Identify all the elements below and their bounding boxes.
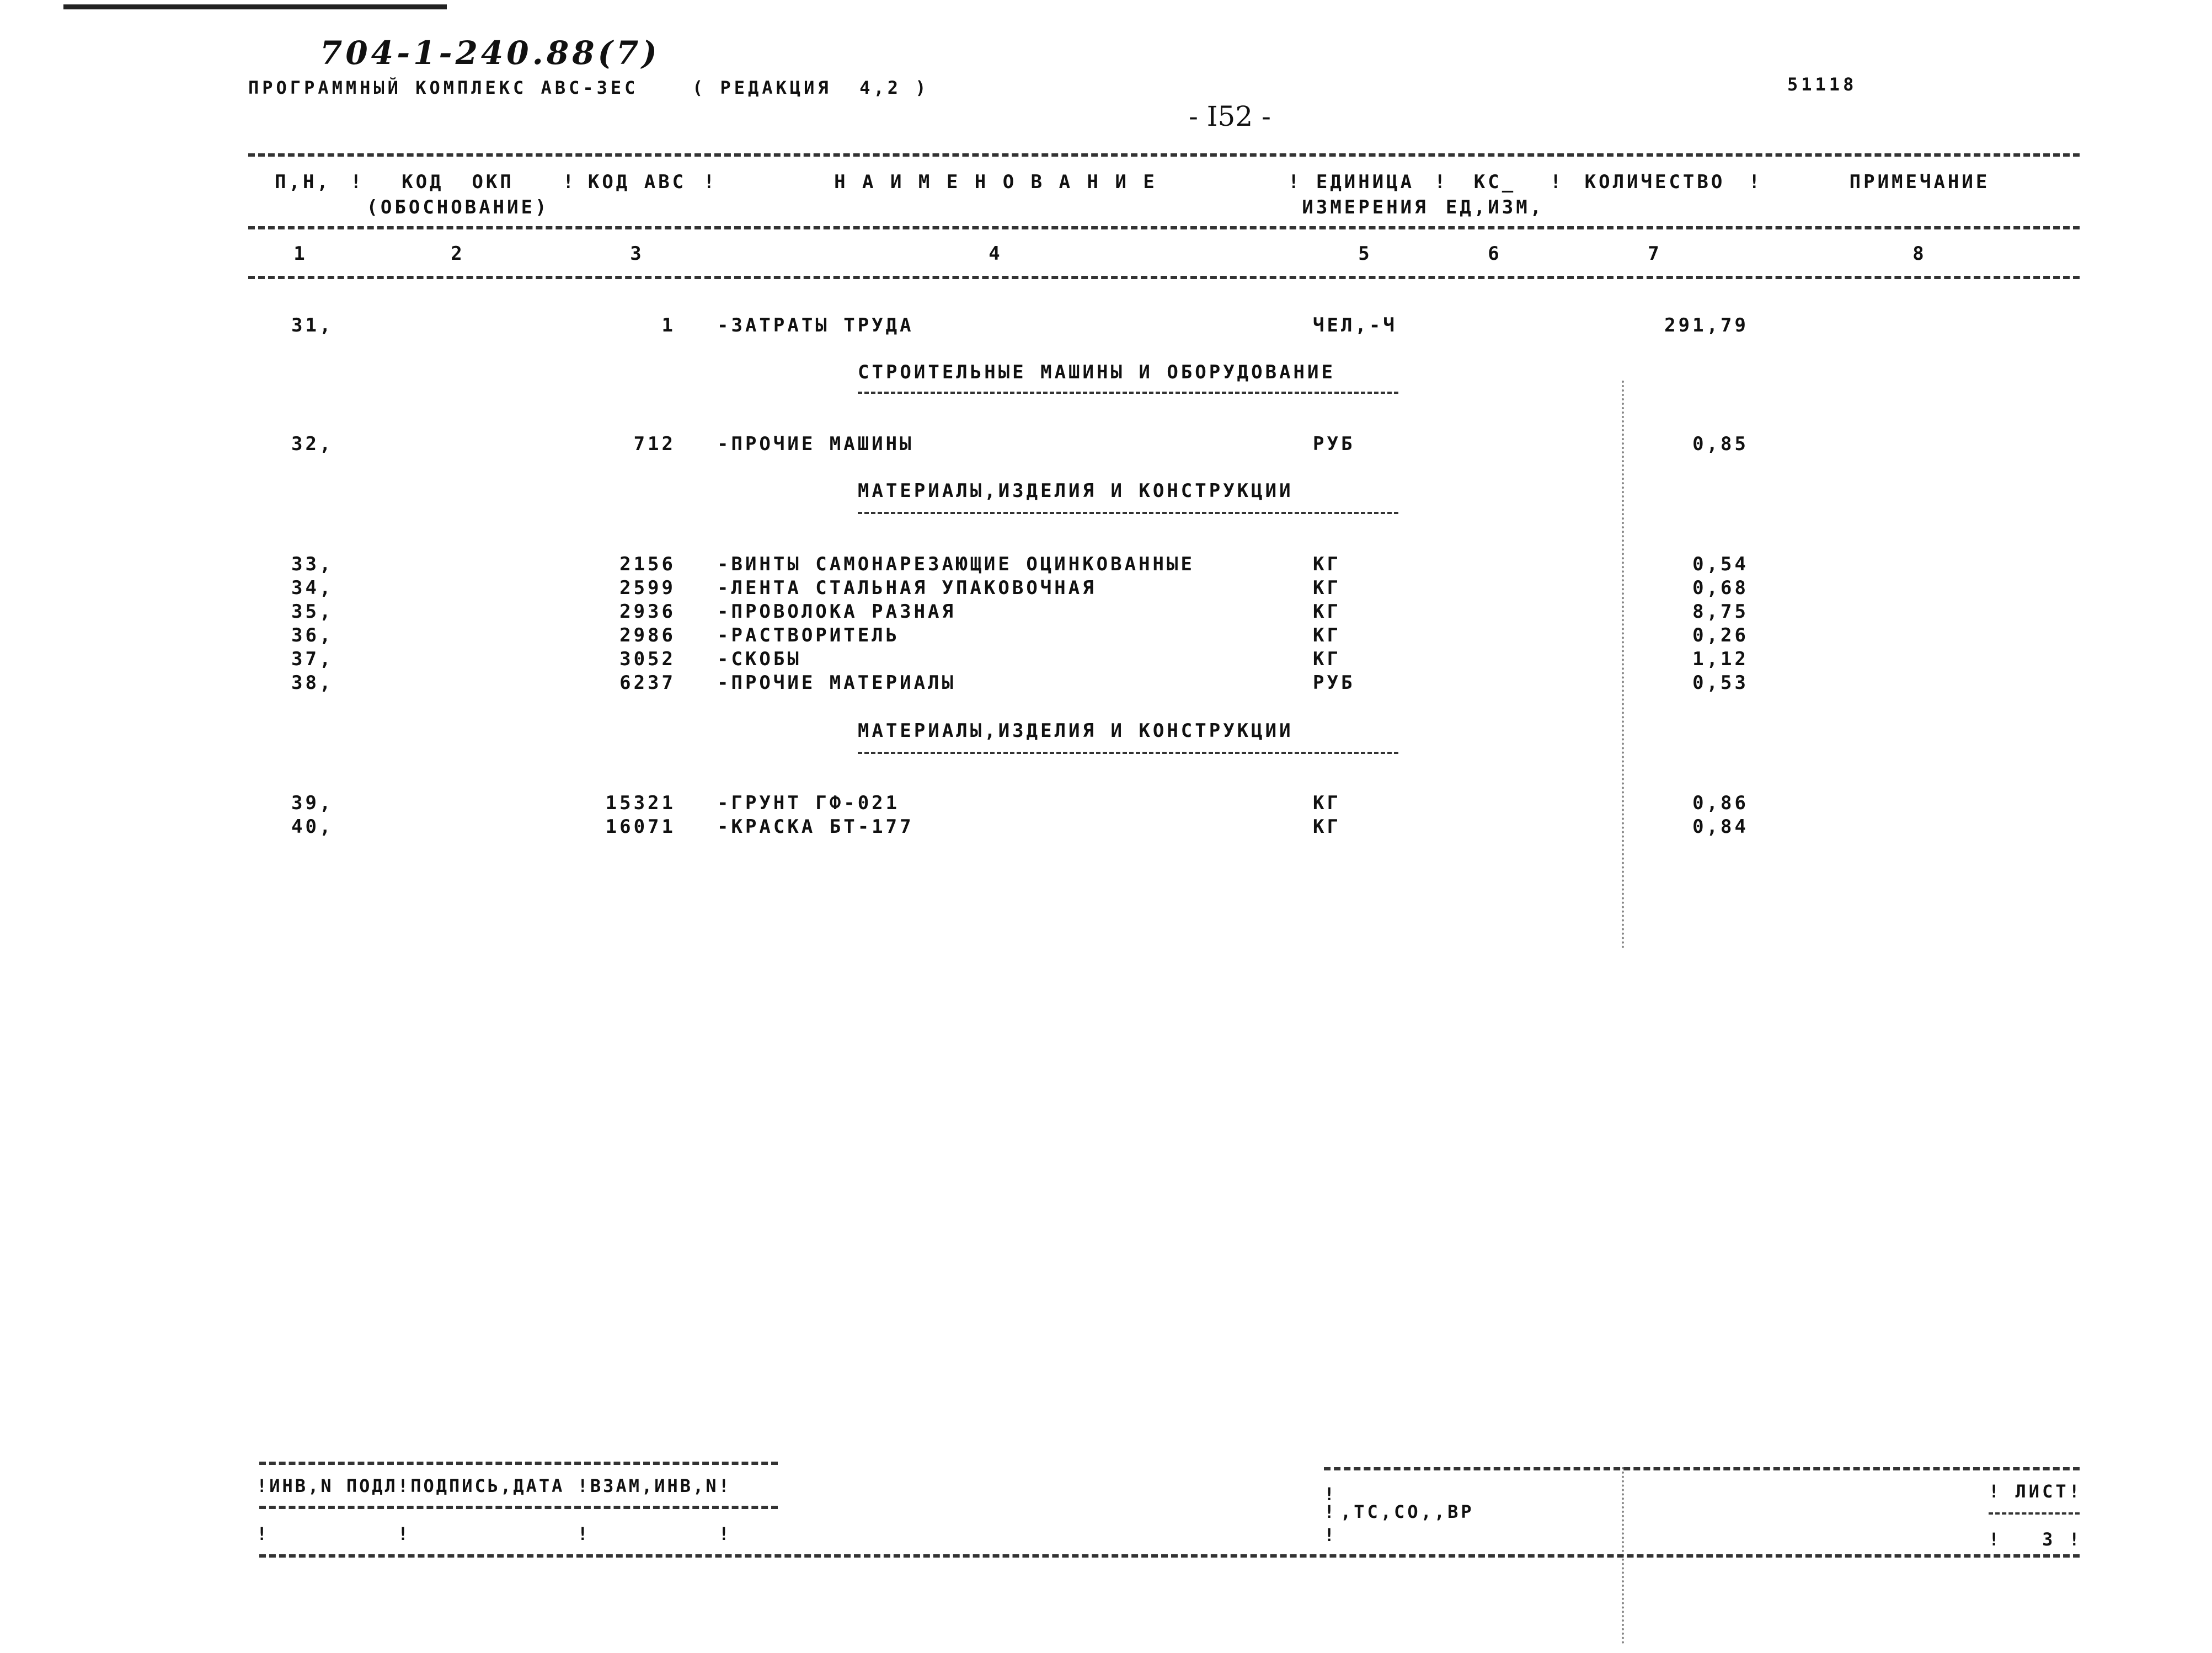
row-name: -ПРОЧИЕ МАТЕРИАЛЫ xyxy=(717,672,956,694)
row-unit: КГ xyxy=(1313,553,1341,575)
section-heading-materials: МАТЕРИАЛЫ,ИЗДЕЛИЯ И КОНСТРУКЦИИ xyxy=(858,720,1294,742)
section-heading-machines: СТРОИТЕЛЬНЫЕ МАШИНЫ И ОБОРУДОВАНИЕ xyxy=(858,361,1335,383)
col-number: 6 xyxy=(1488,243,1502,265)
row-unit: КГ xyxy=(1313,577,1341,599)
header-rule-bottom xyxy=(248,276,2080,279)
row-number: 39, xyxy=(291,792,334,814)
stamp-top-rule xyxy=(259,1462,778,1465)
col-number: 1 xyxy=(293,243,308,265)
scan-edge-line xyxy=(63,4,447,9)
section-underline xyxy=(858,752,1398,754)
titleblock-bar: ! xyxy=(1324,1484,1338,1505)
row-code: 2156 xyxy=(619,553,676,575)
row-unit: РУБ xyxy=(1313,672,1355,694)
col-header-quantity: КОЛИЧЕСТВО xyxy=(1584,171,1725,193)
row-quantity: 0,26 xyxy=(1692,624,1749,646)
row-quantity: 0,53 xyxy=(1692,672,1749,694)
col-number: 4 xyxy=(989,243,1003,265)
col-header-avs: КОД АВС xyxy=(587,171,687,193)
row-number: 36, xyxy=(291,624,334,646)
row-number: 37, xyxy=(291,648,334,670)
col-header-unit-line2: ИЗМЕРЕНИЯ xyxy=(1302,196,1429,218)
col-header-ks: КС_ xyxy=(1473,171,1516,193)
section-heading-materials: МАТЕРИАЛЫ,ИЗДЕЛИЯ И КОНСТРУКЦИИ xyxy=(858,480,1294,502)
row-number: 31, xyxy=(291,314,334,336)
row-code: 3052 xyxy=(619,648,676,670)
header-separators: ! xyxy=(563,171,577,193)
col-number: 2 xyxy=(451,243,465,265)
col-number: 8 xyxy=(1912,243,1927,265)
row-name: -ПРОЧИЕ МАШИНЫ xyxy=(717,433,914,455)
header-separators: ! xyxy=(1288,171,1302,193)
program-title: ПРОГРАММНЫЙ КОМПЛЕКС АВС-3ЕС xyxy=(248,77,639,98)
row-code: 1 xyxy=(661,314,676,336)
titleblock-top-rule xyxy=(1324,1467,2080,1470)
sheet-number: 3 xyxy=(2042,1529,2056,1550)
header-rule-mid xyxy=(248,226,2080,229)
col-header-ks-unit: ЕД,ИЗМ, xyxy=(1445,196,1545,218)
stamp-cells: ! ! ! ! xyxy=(257,1523,731,1544)
col-header-pn: П,Н, xyxy=(275,171,331,193)
document-number: 51118 xyxy=(1787,74,1857,95)
row-name: -КРАСКА БТ-177 xyxy=(717,816,914,838)
row-name: -ВИНТЫ САМОНАРЕЗАЮЩИЕ ОЦИНКОВАННЫЕ xyxy=(717,553,1195,575)
row-number: 35, xyxy=(291,601,334,623)
row-number: 32, xyxy=(291,433,334,455)
col-number: 3 xyxy=(630,243,644,265)
row-name: -ЛЕНТА СТАЛЬНАЯ УПАКОВОЧНАЯ xyxy=(717,577,1097,599)
stamp-mid-rule xyxy=(259,1506,778,1509)
edition-label: ( РЕДАКЦИЯ 4,2 ) xyxy=(692,77,929,98)
row-code: 2986 xyxy=(619,624,676,646)
row-code: 15321 xyxy=(605,792,676,814)
row-unit: КГ xyxy=(1313,816,1341,838)
col-header-name: Н А И М Е Н О В А Н И Е xyxy=(834,171,1157,193)
handwritten-drawing-code: 704-1-240.88(7) xyxy=(320,34,660,72)
header-separators: ! xyxy=(350,171,365,193)
row-code: 712 xyxy=(633,433,676,455)
row-unit: КГ xyxy=(1313,648,1341,670)
row-unit: КГ xyxy=(1313,624,1341,646)
row-name: -ГРУНТ ГФ-021 xyxy=(717,792,900,814)
scan-guide-line xyxy=(1622,381,1624,949)
row-code: 16071 xyxy=(605,816,676,838)
row-name: -ЗАТРАТЫ ТРУДА xyxy=(717,314,914,336)
sheet-label-text: ЛИСТ xyxy=(2015,1481,2069,1502)
sheet-number-cell: ! 3 ! xyxy=(1989,1529,2082,1550)
row-name: -РАСТВОРИТЕЛЬ xyxy=(717,624,900,646)
col-header-note: ПРИМЕЧАНИЕ xyxy=(1849,171,1990,193)
row-quantity: 0,86 xyxy=(1692,792,1749,814)
titleblock-bar: ! xyxy=(1324,1501,1338,1522)
row-unit: КГ xyxy=(1313,601,1341,623)
row-quantity: 0,84 xyxy=(1692,816,1749,838)
stamp-bottom-rule xyxy=(259,1554,2080,1558)
row-quantity: 0,68 xyxy=(1692,577,1749,599)
row-quantity: 0,54 xyxy=(1692,553,1749,575)
section-underline xyxy=(858,512,1398,514)
row-unit: РУБ xyxy=(1313,433,1355,455)
col-number: 7 xyxy=(1648,243,1662,265)
row-quantity: 291,79 xyxy=(1664,314,1749,336)
row-name: -ПРОВОЛОКА РАЗНАЯ xyxy=(717,601,956,623)
col-header-okp-basis: (ОБОСНОВАНИЕ) xyxy=(366,196,549,218)
titleblock-bar: ! xyxy=(1324,1524,1338,1545)
row-number: 38, xyxy=(291,672,334,694)
row-code: 6237 xyxy=(619,672,676,694)
col-header-okp: КОД ОКП xyxy=(402,171,514,193)
col-header-unit: ЕДИНИЦА xyxy=(1316,171,1415,193)
row-unit: ЧЕЛ,-Ч xyxy=(1313,314,1397,336)
row-number: 33, xyxy=(291,553,334,575)
row-unit: КГ xyxy=(1313,792,1341,814)
table-top-rule xyxy=(248,153,2080,157)
sheet-label: ! ЛИСТ! xyxy=(1989,1481,2082,1502)
header-separators: ! xyxy=(1434,171,1449,193)
section-underline xyxy=(858,392,1398,394)
stamp-header: !ИНВ,N ПОДЛ!ПОДПИСЬ,ДАТА !ВЗАМ,ИНВ,N! xyxy=(257,1475,731,1496)
titleblock-codes: ,ТС,СО,,ВР xyxy=(1340,1501,1474,1522)
row-quantity: 1,12 xyxy=(1692,648,1749,670)
row-code: 2599 xyxy=(619,577,676,599)
header-separators: ! xyxy=(1749,171,1763,193)
row-quantity: 8,75 xyxy=(1692,601,1749,623)
row-quantity: 0,85 xyxy=(1692,433,1749,455)
header-separators: ! xyxy=(1550,171,1564,193)
row-name: -СКОБЫ xyxy=(717,648,802,670)
row-code: 2936 xyxy=(619,601,676,623)
row-number: 34, xyxy=(291,577,334,599)
row-number: 40, xyxy=(291,816,334,838)
header-separators: ! xyxy=(703,171,718,193)
page-number: - I52 - xyxy=(1189,100,1271,132)
col-number: 5 xyxy=(1358,243,1372,265)
sheet-rule xyxy=(1989,1512,2080,1515)
